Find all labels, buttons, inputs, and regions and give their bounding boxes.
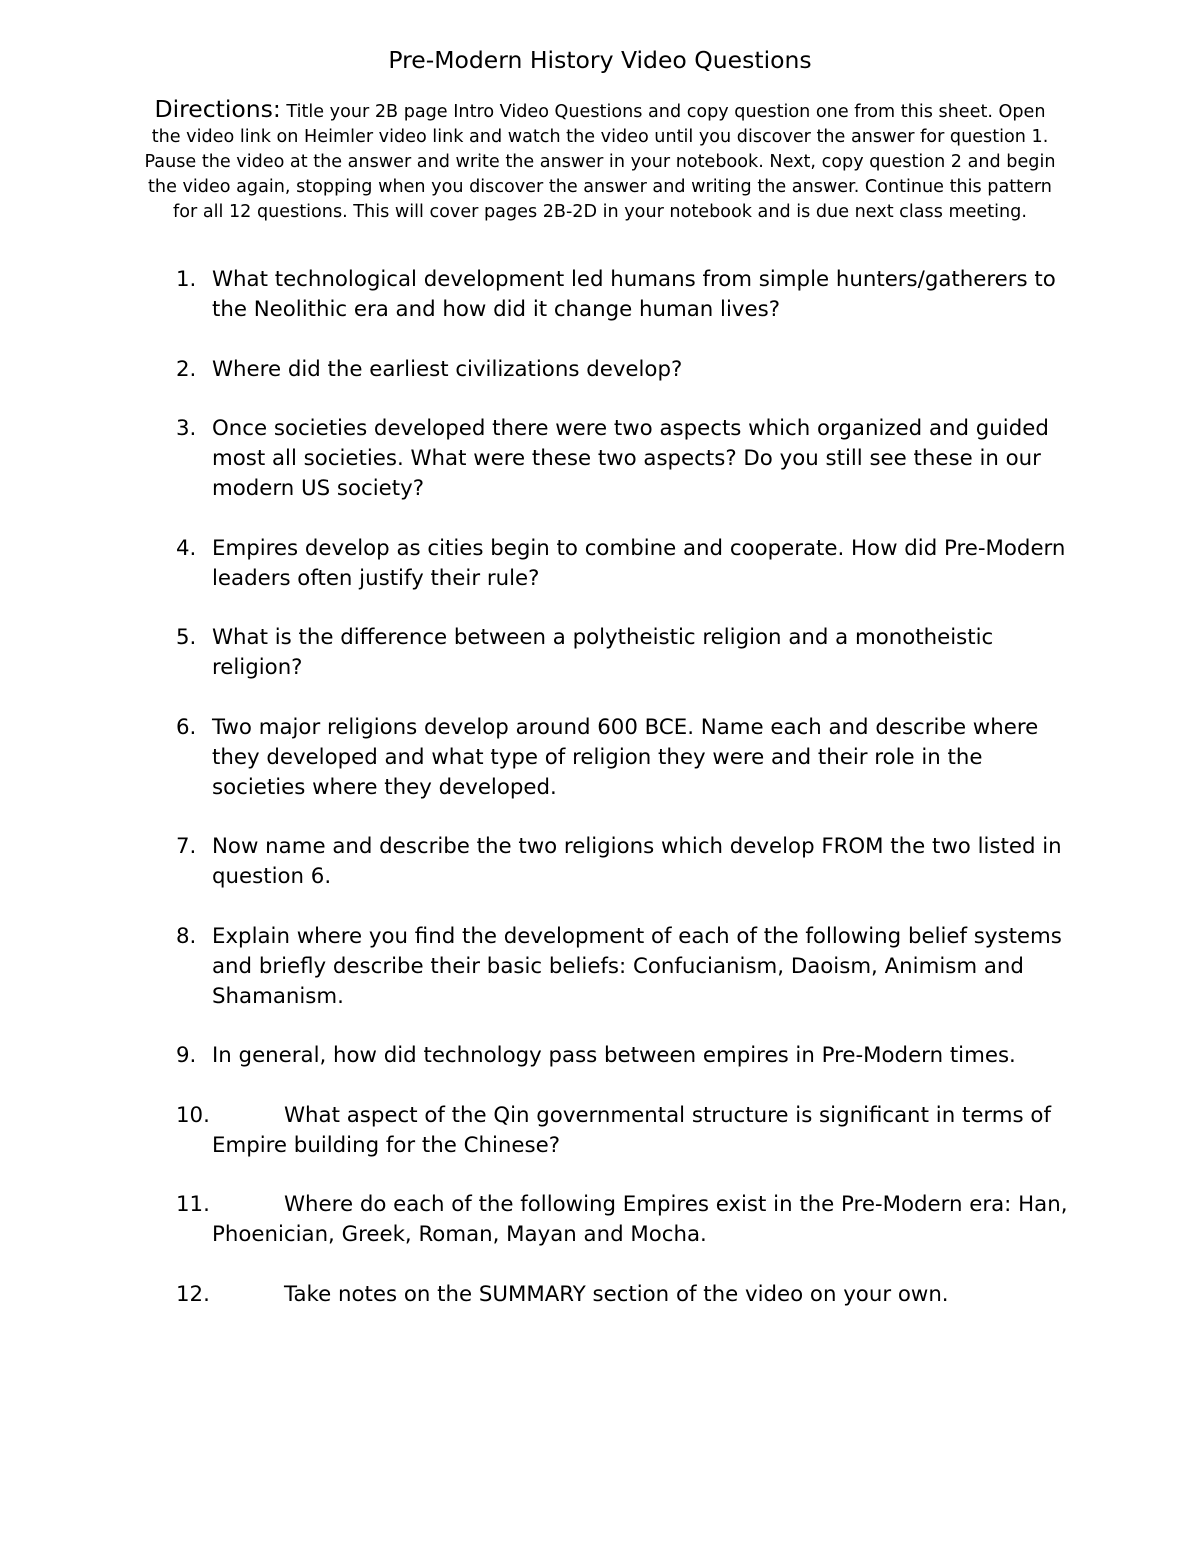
question-text: In general, how did technology pass between empires in Pre-Modern times. [212,1043,1016,1068]
question-item-5 [176,623,1076,683]
question-item-2 [176,355,1076,385]
directions-label: Directions: [154,95,281,123]
question-text: What is the difference between a polytheistic religion and a monotheistic religion? [212,625,994,680]
directions-text: Title your 2B page Intro Video Questions and copy question one from this sheet. Open the video link on Heimler video link and watch the video until you discover the answer for question 1. Pause the video at the answer and write the answer in your notebook. Next, copy question 2 and begin the video again, stopping when you discover the answer and writing the answer. Continue this pattern for all 12 questions. This will cover pages 2B-2D in your notebook and is due next class meeting. [144,102,1056,222]
question-number: 7. [176,834,197,859]
question-text: What technological development led humans from simple hunters/gatherers to the Neolithic era and how did it change human lives? [212,267,1056,322]
question-text: What aspect of the Qin governmental structure is significant in terms of Empire building for the Chinese? [212,1102,1051,1158]
question-item-10 [176,1101,1076,1161]
directions-paragraph [140,97,1060,225]
question-item-4 [176,534,1076,594]
question-number: 11. [176,1192,210,1217]
question-item-9 [176,1041,1076,1071]
question-text: Now name and describe the two religions which develop FROM the two listed in question 6. [212,834,1062,889]
question-item-7 [176,832,1076,892]
question-text: Where do each of the following Empires exist in the Pre-Modern era: Han, Phoenician, Greek, Roman, Mayan and Mocha. [212,1192,1068,1247]
question-item-8 [176,922,1076,1012]
question-number: 6. [176,714,197,740]
page-title: Pre-Modern History Video Questions [388,46,812,74]
question-number: 12. [176,1281,210,1307]
question-number: 5. [176,625,197,650]
question-number: 2. [176,356,197,382]
question-text: Take notes on the SUMMARY section of the video on your own. [284,1281,949,1307]
question-item-12 [176,1280,1076,1310]
question-item-11 [176,1190,1076,1250]
question-text: Two major religions develop around 600 BCE. Name each and describe where they developed and what type of religion they were and their role in the societies where they developed. [212,714,1039,800]
question-text: Once societies developed there were two aspects which organized and guided most all societies. What were these two aspects? Do you still see these in our modern US society? [212,416,1049,501]
question-number: 10. [176,1102,210,1128]
question-item-6 [176,713,1076,803]
question-number: 1. [176,267,197,292]
question-number: 8. [176,923,197,949]
question-list [176,265,1076,1339]
question-item-1 [176,265,1076,325]
question-text: Empires develop as cities begin to combine and cooperate. How did Pre-Modern leaders often justify their rule? [212,535,1066,591]
question-text: Explain where you find the development of each of the following belief systems and briefly describe their basic beliefs: Confucianism, Daoism, Animism and Shamanism. [212,923,1062,1009]
question-number: 4. [176,535,197,561]
question-text: Where did the earliest civilizations develop? [212,356,683,382]
question-item-3 [176,414,1076,504]
question-number: 9. [176,1043,197,1068]
question-number: 3. [176,416,197,441]
